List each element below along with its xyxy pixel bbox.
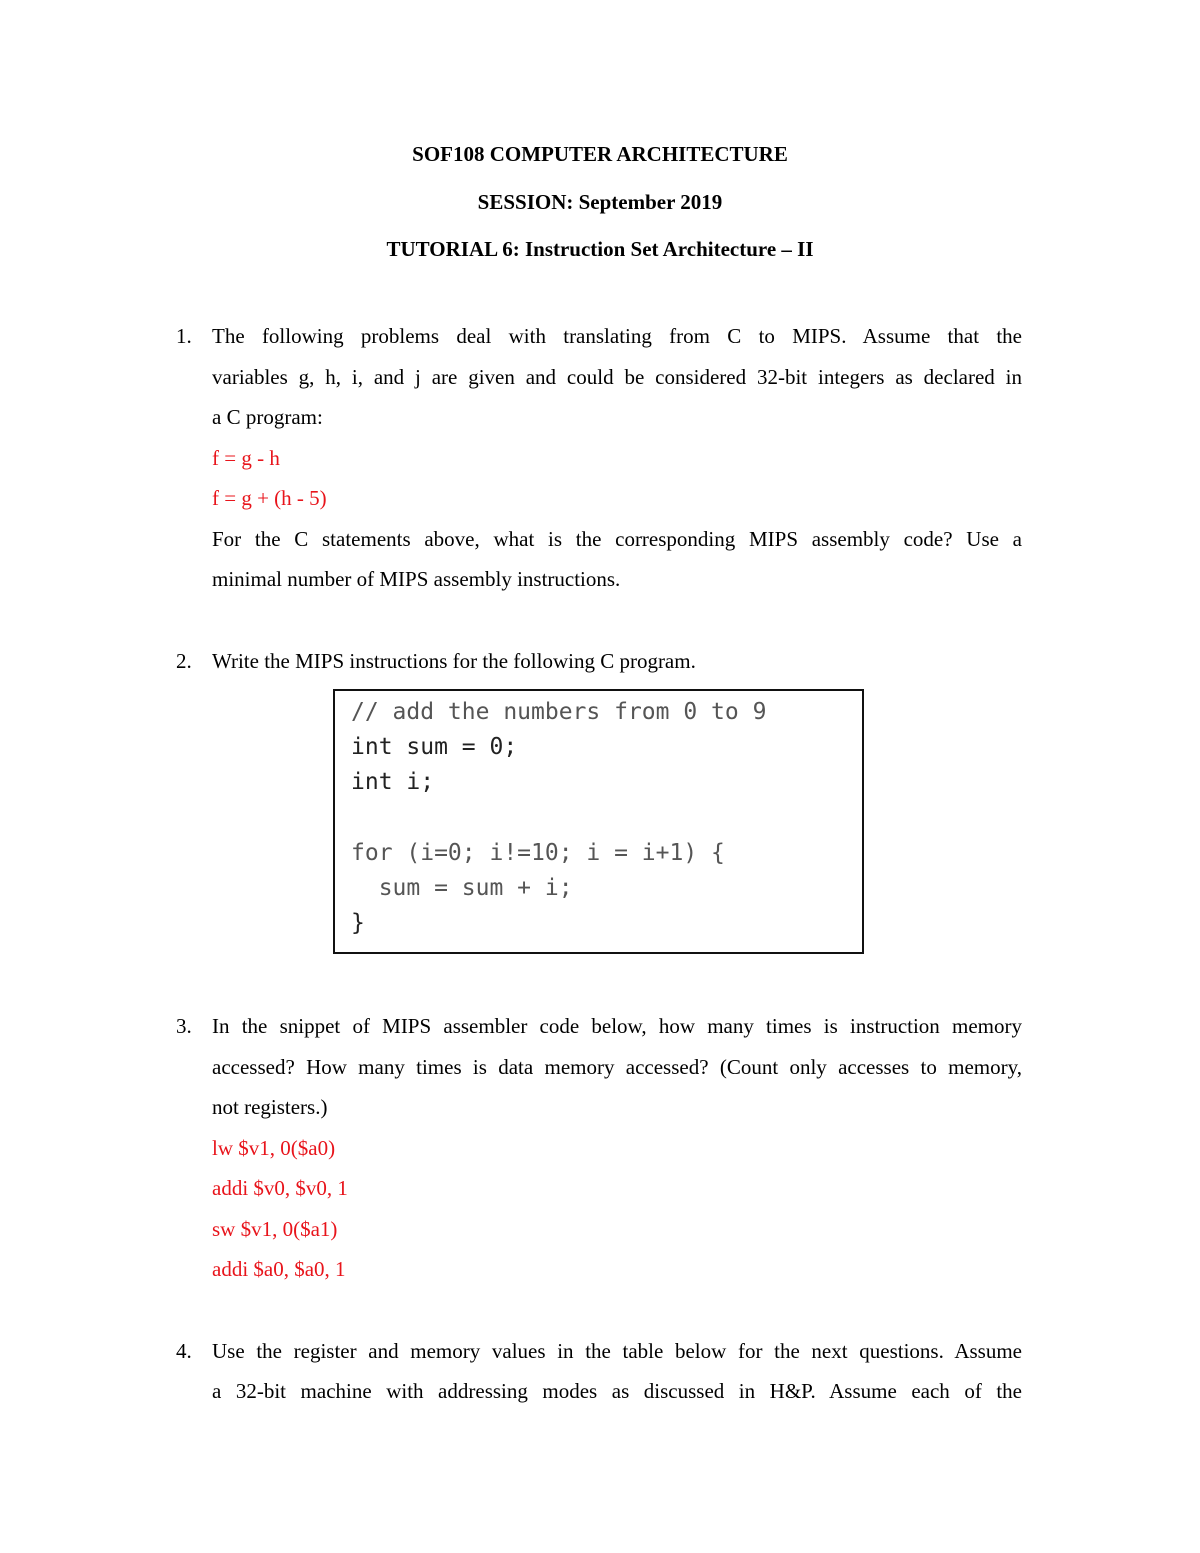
question-2-number: 2. xyxy=(176,649,192,673)
question-1-line-1: The following problems deal with translating from C to MIPS. Assume that the xyxy=(212,324,1022,348)
question-3-number: 3. xyxy=(176,1014,192,1038)
question-4-number: 4. xyxy=(176,1339,192,1363)
c-code-box xyxy=(333,689,864,954)
code-line-for: for (i=0; i!=10; i = i+1) { xyxy=(351,840,725,866)
question-4-line-2: a 32-bit machine with addressing modes as discussed in H&P. Assume each of the xyxy=(212,1379,1022,1403)
question-1-code-1: f = g - h xyxy=(212,446,280,470)
question-1-line-2: variables g, h, i, and j are given and could be considered 32-bit integers as declared in xyxy=(212,365,1022,389)
question-3-code-1: lw $v1, 0($a0) xyxy=(212,1136,336,1160)
question-3-line-3: not registers.) xyxy=(212,1095,328,1119)
question-1-code-2: f = g + (h - 5) xyxy=(212,486,327,510)
question-3-code-4: addi $a0, $a0, 1 xyxy=(212,1257,346,1281)
question-3-code-3: sw $v1, 0($a1) xyxy=(212,1217,338,1241)
question-1-line-3: a C program: xyxy=(212,405,323,429)
code-line-sum-decl: int sum = 0; xyxy=(351,734,518,760)
question-2-line-1: Write the MIPS instructions for the following C program. xyxy=(212,649,696,673)
question-3-line-1: In the snippet of MIPS assembler code below, how many times is instruction memory xyxy=(212,1014,1022,1038)
question-1-after-1: For the C statements above, what is the corresponding MIPS assembly code? Use a xyxy=(212,527,1022,551)
question-4-line-1: Use the register and memory values in the table below for the next questions. Assume xyxy=(212,1339,1022,1363)
question-1-after-2: minimal number of MIPS assembly instructions. xyxy=(212,567,621,591)
course-title: SOF108 COMPUTER ARCHITECTURE xyxy=(412,142,788,166)
question-3-code-2: addi $v0, $v0, 1 xyxy=(212,1176,348,1200)
session-title: SESSION: September 2019 xyxy=(477,190,723,214)
code-line-i-decl: int i; xyxy=(351,769,435,795)
question-1-number: 1. xyxy=(176,324,192,348)
question-3-line-2: accessed? How many times is data memory accessed? (Count only accesses to memory, xyxy=(212,1055,1022,1079)
code-comment: // add the numbers from 0 to 9 xyxy=(351,699,767,725)
code-line-close: } xyxy=(351,910,365,936)
tutorial-title: TUTORIAL 6: Instruction Set Architecture – II xyxy=(386,237,814,261)
code-line-body: sum = sum + i; xyxy=(351,875,573,901)
